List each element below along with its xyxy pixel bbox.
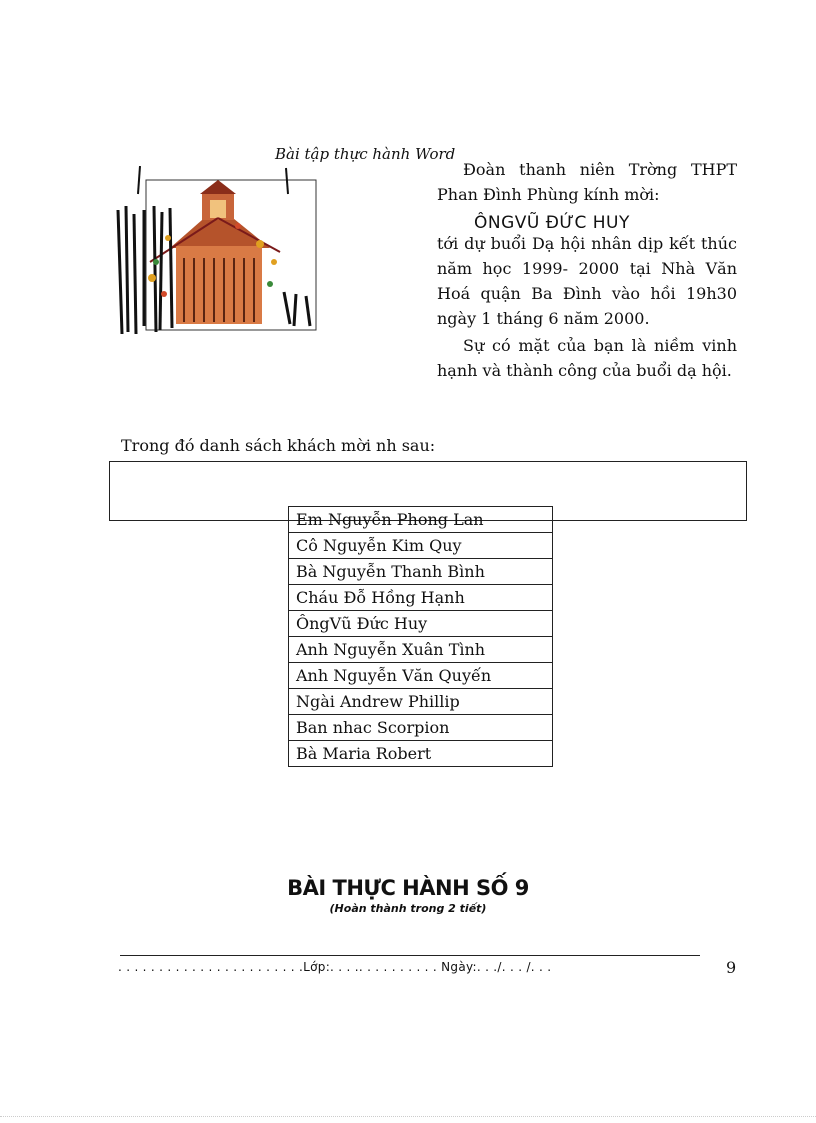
page-bottom-divider [0,1116,816,1117]
invitation-closing: Sự có mặt của bạn là niềm vinh hạnh và thành công của buổi dạ hội. [437,336,737,380]
guest-cell: Anh Nguyễn Văn Quyến [289,663,553,689]
table-row [289,741,553,767]
table-row [289,559,553,585]
guest-cell: Bà Nguyễn Thanh Bình [289,559,553,585]
guest-cell: Bà Maria Robert [289,741,553,767]
table-row [289,637,553,663]
guest-cell: Cháu Đỗ Hồng Hạnh [289,585,553,611]
footer-fields: . . . . . . . . . . . . . . . . . . . . . . .Lớp:. . . .. . . . . . . . . . Ngày:. . ./. . . /. . . [118,960,552,974]
table-row [289,533,553,559]
exercise-subtitle: (Hoàn thành trong 2 tiết) [329,902,487,915]
guest-list-intro: Trong đó danh sách khách mời nh sau: [121,436,436,455]
table-row [289,585,553,611]
guest-cell: Em Nguyễn Phong Lan [289,507,553,533]
guest-cell: Ban nhac Scorpion [289,715,553,741]
table-row [289,689,553,715]
table-row [289,663,553,689]
guest-cell: Ngài Andrew Phillip [289,689,553,715]
guest-cell: Anh Nguyễn Xuân Tình [289,637,553,663]
guest-cell: Cô Nguyễn Kim Quy [289,533,553,559]
page-number: 9 [726,958,737,977]
table-row [289,715,553,741]
table-row [289,611,553,637]
invitation-body: tới dự buổi Dạ hội nhân dịp kết thúc năm học 1999- 2000 tại Nhà Văn Hoá quận Ba Đình vào hồi 19h30 ngày 1 tháng 6 năm 2000. [437,234,737,328]
footer-rule [120,955,700,956]
table-row [289,507,553,533]
exercise-title: BÀI THỰC HÀNH SỐ 9 [287,876,529,900]
guest-cell: ÔngVũ Đức Huy [289,611,553,637]
page-header: Bài tập thực hành Word [275,145,456,163]
guest-table [288,506,553,767]
school-house-clipart-icon [110,166,325,336]
guest-name: ÔNGVŨ ĐỨC HUY [474,213,630,233]
invitation-intro: Đoàn thanh niên Trờng THPT Phan Đình Phùng kính mời: [437,160,737,204]
